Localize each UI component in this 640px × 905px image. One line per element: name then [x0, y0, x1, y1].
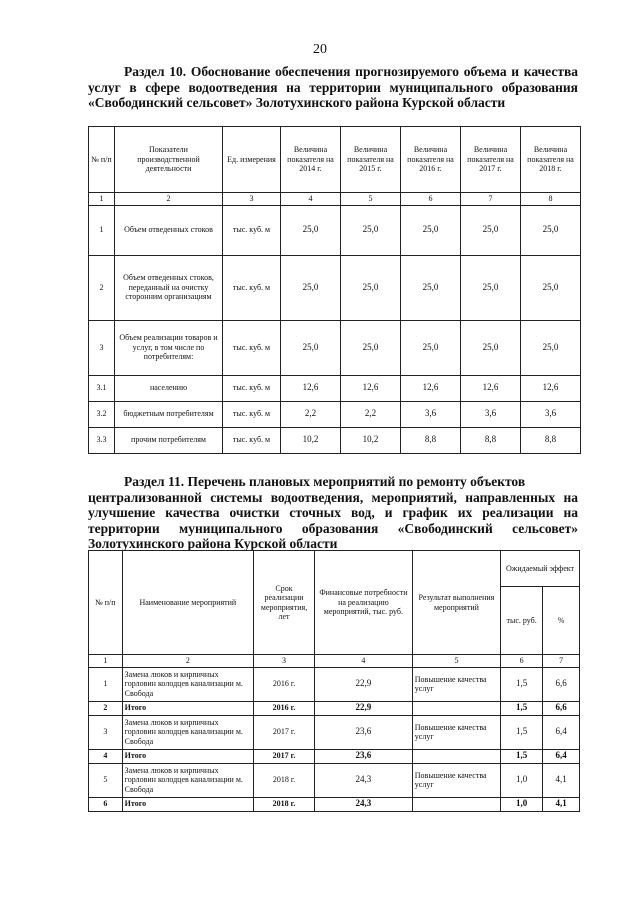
column-header: % [543, 587, 580, 655]
table-cell: 3.3 [89, 427, 115, 453]
table-cell: 3,6 [461, 401, 521, 427]
table-cell: Повышение качества услуг [412, 715, 500, 749]
table-cell: 4,1 [543, 797, 580, 811]
column-header: Величина показателя на 2017 г. [461, 127, 521, 193]
table-cell: тыс. куб. м [223, 205, 281, 255]
table-cell: 3,6 [401, 401, 461, 427]
table-cell: 2 [89, 701, 123, 715]
table-cell: 1,5 [501, 667, 543, 701]
table-cell: 25,0 [401, 205, 461, 255]
table-cell: 4 [281, 193, 341, 206]
column-header: Величина показателя на 2016 г. [401, 127, 461, 193]
table-cell: 6,6 [543, 667, 580, 701]
table-cell: 25,0 [461, 320, 521, 375]
table-cell [412, 797, 500, 811]
table-cell: 6,4 [543, 715, 580, 749]
table-cell: 25,0 [281, 205, 341, 255]
table-cell: Повышение качества услуг [412, 763, 500, 797]
column-header: Результат выполнения мероприятий [412, 551, 500, 655]
table-cell: Замена люков и кирпичных горловин колодцев канализации м. Свобода [122, 715, 253, 749]
column-header: Величина показателя на 2018 г. [521, 127, 581, 193]
table-cell: 1 [89, 193, 115, 206]
table-cell: 23,6 [315, 749, 413, 763]
column-header: Величина показателя на 2014 г. [281, 127, 341, 193]
table-cell: 25,0 [401, 255, 461, 320]
table-cell: 7 [461, 193, 521, 206]
table-cell: тыс. куб. м [223, 427, 281, 453]
table-cell: 2 [122, 655, 253, 668]
table-row [89, 375, 581, 401]
column-header: № п/п [89, 127, 115, 193]
table-cell: тыс. куб. м [223, 320, 281, 375]
table-cell: 12,6 [401, 375, 461, 401]
table-cell: 10,2 [341, 427, 401, 453]
column-header: Срок реализации мероприятия, лет [254, 551, 315, 655]
table-cell: 6 [89, 797, 123, 811]
table-row [89, 667, 580, 701]
section-11-heading-rest: централизованной системы водоотведения, мероприятий, направленных на улучшение качества очистки сточных вод, и график их реализации на территории муниципального образования «Свободинский сельсовет» Золотухинского района Курской области [88, 489, 578, 551]
table-cell: 5 [89, 763, 123, 797]
table-cell: 3,6 [521, 401, 581, 427]
table-cell: 25,0 [521, 255, 581, 320]
table-cell: 5 [412, 655, 500, 668]
table-cell: 4,1 [543, 763, 580, 797]
column-header: Ожидаемый эффект [501, 551, 580, 587]
table-cell: 1,0 [501, 797, 543, 811]
table-cell: 2016 г. [254, 667, 315, 701]
table-cell: Итого [122, 797, 253, 811]
table-cell: тыс. куб. м [223, 255, 281, 320]
table-row [89, 255, 581, 320]
column-header: Показатели производственной деятельности [115, 127, 223, 193]
table-cell: 25,0 [521, 320, 581, 375]
table-row [89, 715, 580, 749]
table-cell: 12,6 [521, 375, 581, 401]
table-cell: 6 [401, 193, 461, 206]
section-11-heading-line1: Раздел 11. Перечень плановых мероприятий по ремонту объектов [124, 474, 526, 489]
table-cell: 25,0 [341, 255, 401, 320]
table-cell: 3 [254, 655, 315, 668]
table-cell: 22,9 [315, 701, 413, 715]
table-cell: 5 [341, 193, 401, 206]
table-cell: 3 [223, 193, 281, 206]
table-cell: 3 [89, 320, 115, 375]
table-cell: 3.2 [89, 401, 115, 427]
table-cell: 2,2 [281, 401, 341, 427]
section-10-heading [88, 64, 578, 111]
table-cell: 25,0 [461, 255, 521, 320]
table-cell: 1,0 [501, 763, 543, 797]
table-row [89, 427, 581, 453]
table-cell: 8,8 [461, 427, 521, 453]
table-row [89, 763, 580, 797]
section-11-table [88, 550, 580, 812]
table-cell: 2 [115, 193, 223, 206]
table-index-row [89, 655, 580, 668]
table-cell: 7 [543, 655, 580, 668]
table-cell: 22,9 [315, 667, 413, 701]
column-header: тыс. руб. [501, 587, 543, 655]
table-row [89, 320, 581, 375]
table-cell: 2018 г. [254, 763, 315, 797]
table-cell: 1 [89, 655, 123, 668]
table-cell: 6,6 [543, 701, 580, 715]
table-cell: 2,2 [341, 401, 401, 427]
table-cell: 25,0 [461, 205, 521, 255]
table-cell: 1,5 [501, 701, 543, 715]
table-cell: 1,5 [501, 715, 543, 749]
table-cell: 6 [501, 655, 543, 668]
table-row [89, 205, 581, 255]
table-cell: Объем реализации товаров и услуг, в том числе по потребителям: [115, 320, 223, 375]
table-cell: 1,5 [501, 749, 543, 763]
table-cell: тыс. куб. м [223, 401, 281, 427]
table-cell: 2 [89, 255, 115, 320]
section-10-heading-text: Раздел 10. Обоснование обеспечения прогнозируемого объема и качества услуг в сфере водоотведения на территории муниципального образования «Свободинский сельсовет» Золотухинского района Курской области [88, 64, 578, 110]
table-cell: 12,6 [281, 375, 341, 401]
table-cell: Замена люков и кирпичных горловин колодцев канализации м. Свобода [122, 667, 253, 701]
table-cell: 12,6 [341, 375, 401, 401]
table-cell: тыс. куб. м [223, 375, 281, 401]
table-cell: 25,0 [281, 255, 341, 320]
table-cell: Замена люков и кирпичных горловин колодцев канализации м. Свобода [122, 763, 253, 797]
table-cell: 3.1 [89, 375, 115, 401]
table-cell: населению [115, 375, 223, 401]
table-cell: 12,6 [461, 375, 521, 401]
table-cell: 8,8 [521, 427, 581, 453]
table-cell: 23,6 [315, 715, 413, 749]
table-cell: 3 [89, 715, 123, 749]
page-number: 20 [313, 42, 327, 57]
column-header: Величина показателя на 2015 г. [341, 127, 401, 193]
table-cell: прочим потребителям [115, 427, 223, 453]
table-cell: 25,0 [281, 320, 341, 375]
table-cell: 1 [89, 205, 115, 255]
section-11-heading [88, 474, 578, 552]
column-header: № п/п [89, 551, 123, 655]
table-cell [412, 701, 500, 715]
table-cell: 24,3 [315, 797, 413, 811]
table-cell: 25,0 [341, 320, 401, 375]
table-cell: Итого [122, 701, 253, 715]
section-10-table [88, 126, 581, 454]
table-cell: 4 [315, 655, 413, 668]
table-cell: 4 [89, 749, 123, 763]
table-cell: 2017 г. [254, 749, 315, 763]
table-cell: Итого [122, 749, 253, 763]
table-cell: 6,4 [543, 749, 580, 763]
table-total-row [89, 749, 580, 763]
table-total-row [89, 701, 580, 715]
table-cell: 1 [89, 667, 123, 701]
table-cell: 2017 г. [254, 715, 315, 749]
table-cell: 25,0 [401, 320, 461, 375]
table-cell: 24,3 [315, 763, 413, 797]
column-header: Финансовые потребности на реализацию мероприятий, тыс. руб. [315, 551, 413, 655]
table-cell: Повышение качества услуг [412, 667, 500, 701]
table-header-row [89, 551, 580, 587]
table-cell: 25,0 [521, 205, 581, 255]
table-index-row [89, 193, 581, 206]
table-cell: 8,8 [401, 427, 461, 453]
table-cell: 10,2 [281, 427, 341, 453]
table-cell: 2018 г. [254, 797, 315, 811]
table-cell: 2016 г. [254, 701, 315, 715]
table-cell: 8 [521, 193, 581, 206]
table-cell: 25,0 [341, 205, 401, 255]
column-header: Ед. измерения [223, 127, 281, 193]
table-header-row [89, 127, 581, 193]
table-total-row [89, 797, 580, 811]
table-cell: Объем отведенных стоков, переданный на очистку сторонним организациям [115, 255, 223, 320]
table-cell: Объем отведенных стоков [115, 205, 223, 255]
table-cell [412, 749, 500, 763]
table-cell: бюджетным потребителям [115, 401, 223, 427]
column-header: Наименование мероприятий [122, 551, 253, 655]
table-row [89, 401, 581, 427]
